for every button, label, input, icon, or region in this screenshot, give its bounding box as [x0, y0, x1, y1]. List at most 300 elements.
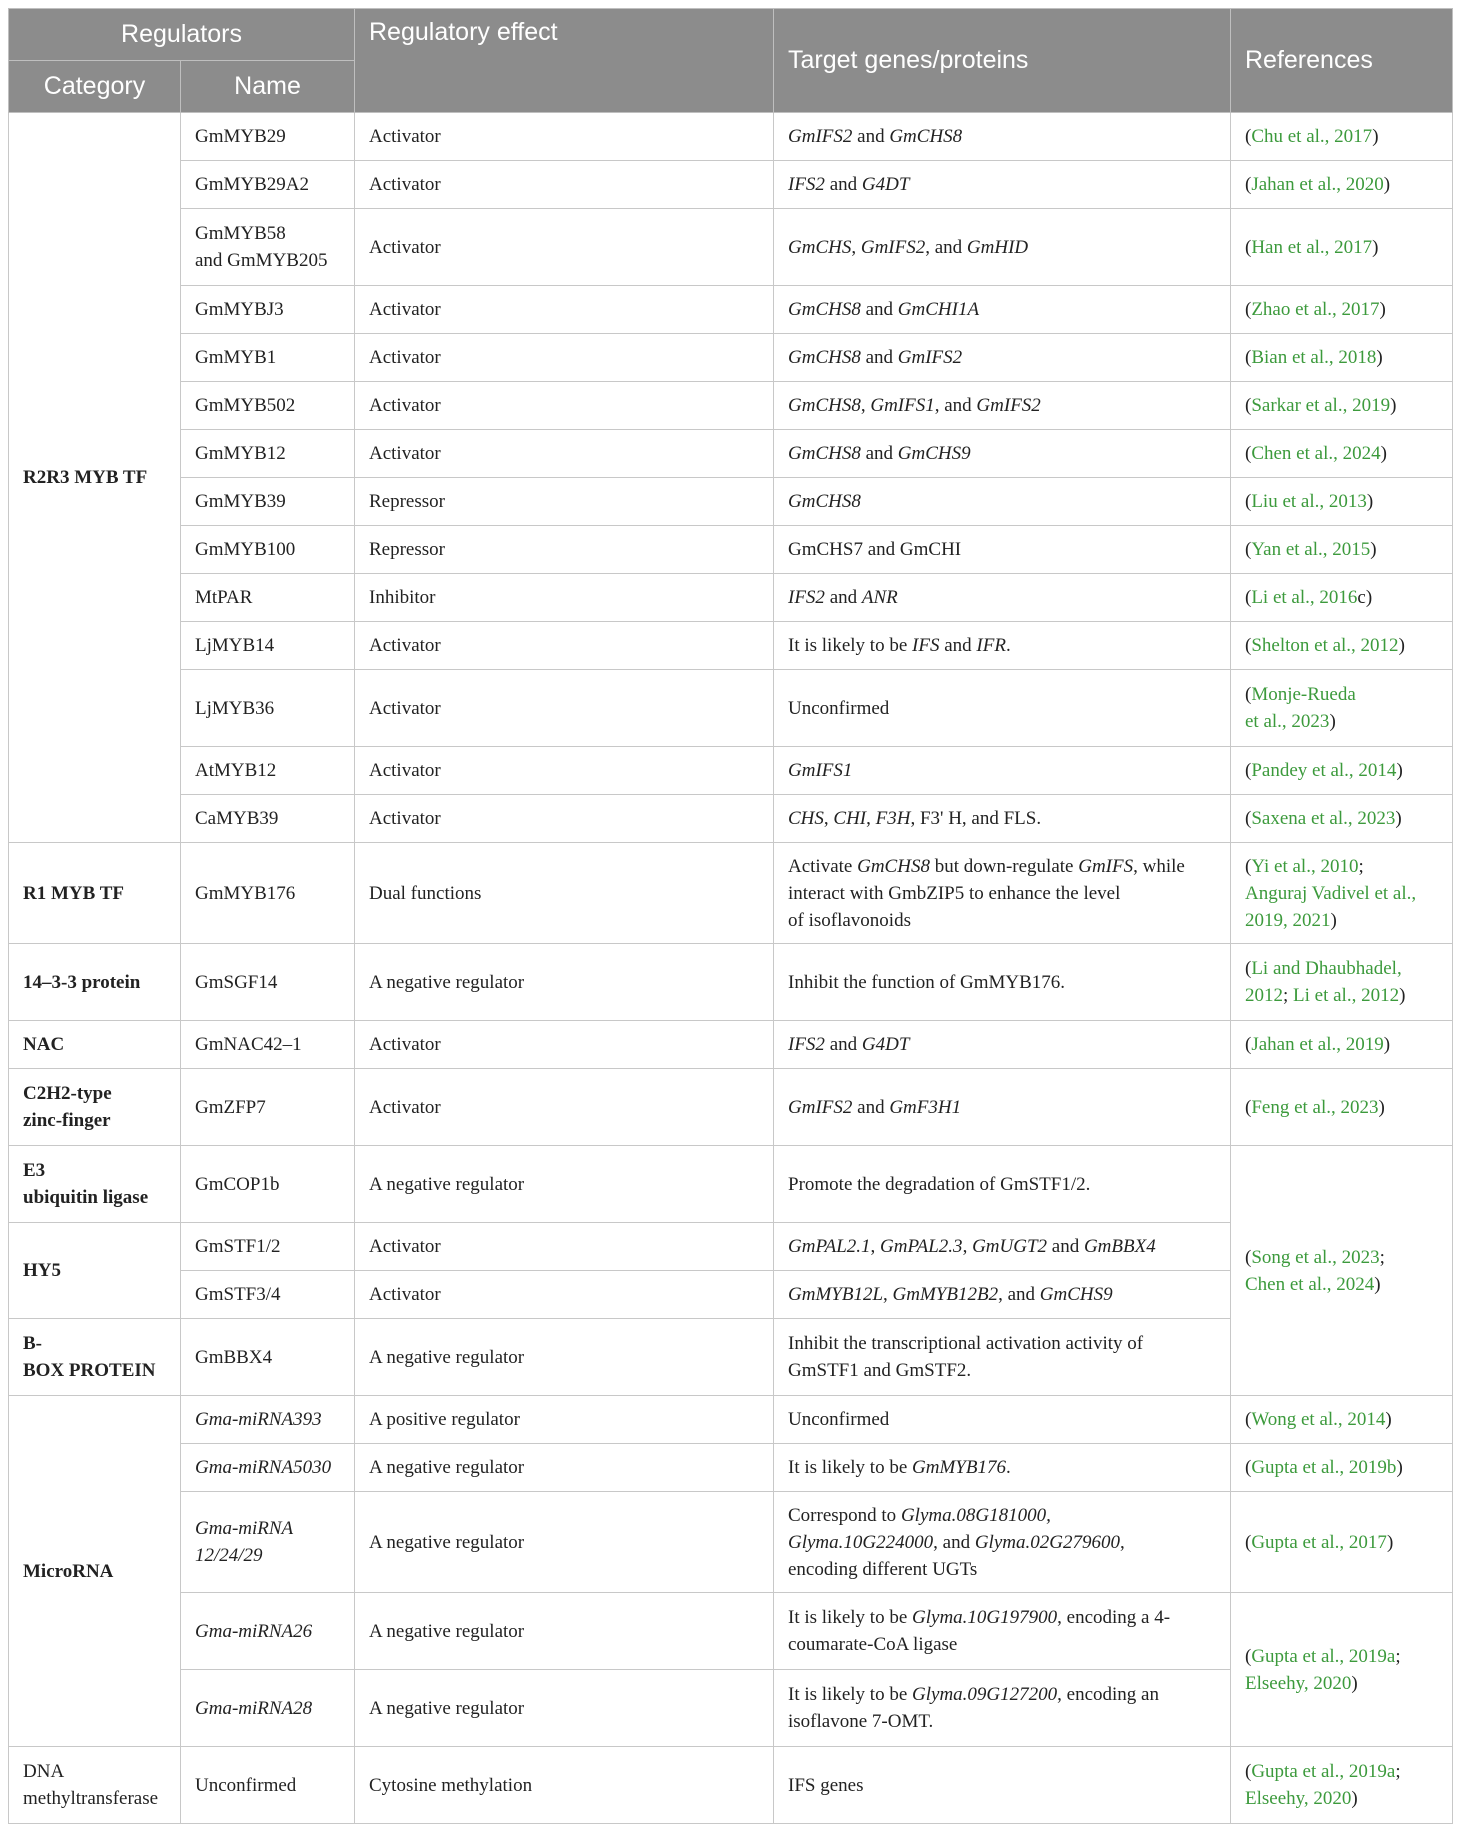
text-segment: (: [1245, 1034, 1252, 1055]
reference-cell: [1231, 286, 1453, 334]
target-genes-cell: [774, 478, 1231, 526]
regulator-name-cell: [181, 430, 355, 478]
reference-link[interactable]: 2012: [1245, 985, 1283, 1006]
category-label: ubiquitin ligase: [23, 1187, 149, 1208]
target-genes-cell: [774, 1396, 1231, 1444]
target-genes-cell: [774, 382, 1231, 430]
table-row: [9, 747, 1453, 795]
category-label: DNA: [23, 1761, 65, 1782]
reference-link[interactable]: Li and Dhaubhadel,: [1251, 958, 1402, 979]
category-label: C2H2-type: [23, 1083, 112, 1104]
regulator-name-cell: [181, 1271, 355, 1319]
text-segment: GmCHS8: [788, 299, 861, 320]
reference-link[interactable]: Chu et al., 2017: [1251, 126, 1373, 147]
text-segment: ,: [962, 1236, 973, 1257]
text-segment: , and: [998, 1284, 1040, 1305]
text-segment: .: [1005, 635, 1011, 656]
text-segment: CaMYB39: [195, 808, 279, 829]
table-body: [9, 113, 1453, 1824]
header-name: Name: [181, 61, 355, 113]
text-segment: and: [852, 126, 890, 147]
text-segment: ,: [883, 1284, 893, 1305]
text-segment: ): [1376, 347, 1383, 368]
table-row: [9, 1444, 1453, 1492]
text-segment: Unconfirmed: [195, 1774, 297, 1796]
regulatory-effect-cell: A negative regulator: [355, 1593, 774, 1670]
regulatory-effect-cell: Repressor: [355, 526, 774, 574]
text-segment: and: [1047, 1236, 1084, 1257]
header-references: References: [1231, 9, 1453, 113]
text-segment: and: [824, 1034, 862, 1055]
regulator-name-cell: [181, 161, 355, 209]
regulatory-effect-cell: Activator: [355, 430, 774, 478]
text-segment: GmMYB176: [195, 882, 296, 904]
text-segment: Unconfirmed: [788, 1409, 890, 1430]
text-segment: and: [824, 174, 862, 195]
text-segment: GmCHS: [788, 236, 852, 258]
text-segment: Glyma.08G181000,: [900, 1504, 1051, 1526]
reference-cell: [1231, 843, 1453, 944]
table-row: [9, 1747, 1453, 1824]
text-segment: and: [860, 443, 898, 464]
text-segment: GmMYB502: [195, 395, 296, 416]
reference-link[interactable]: Han et al., 2017: [1251, 236, 1373, 258]
text-segment: GmBBX4: [1083, 1236, 1156, 1257]
reference-cell: [1231, 795, 1453, 843]
text-segment: (: [1245, 174, 1252, 195]
table-row: [9, 286, 1453, 334]
regulator-name-cell: [181, 1593, 355, 1670]
table-row: [9, 430, 1453, 478]
text-segment: ;: [1395, 1761, 1401, 1782]
text-segment: , and: [934, 395, 977, 416]
text-segment: GmSTF3/4: [195, 1284, 281, 1305]
text-segment: ): [1380, 443, 1387, 464]
text-segment: GmMYB29A2: [195, 174, 310, 195]
category-label: B-: [23, 1333, 42, 1354]
reference-cell: [1231, 944, 1453, 1021]
reference-cell: [1231, 574, 1453, 622]
reference-link[interactable]: Bian et al., 2018: [1251, 347, 1377, 368]
table-row: [9, 478, 1453, 526]
text-segment: and GmMYB205: [195, 250, 328, 271]
text-segment: It is likely to be: [788, 1607, 913, 1628]
text-segment: encoding different UGTs: [788, 1558, 978, 1580]
reference-link[interactable]: Liu et al., 2013: [1251, 491, 1367, 512]
text-segment: GmBBX4: [195, 1346, 273, 1368]
reference-cell: [1231, 670, 1453, 747]
regulatory-effect-cell: A negative regulator: [355, 944, 774, 1021]
regulator-name-cell: [181, 670, 355, 747]
text-segment: (: [1245, 1246, 1252, 1268]
text-segment: It is likely to be: [788, 1684, 913, 1705]
reference-link[interactable]: Sarkar et al., 2019: [1251, 395, 1391, 416]
text-segment: GmSTF1/2: [195, 1236, 281, 1257]
regulator-name-cell: [181, 1492, 355, 1593]
reference-link[interactable]: Zhao et al., 2017: [1251, 299, 1380, 320]
text-segment: MtPAR: [195, 587, 253, 608]
regulator-name-cell: [181, 1319, 355, 1396]
text-segment: Unconfirmed: [788, 697, 890, 719]
reference-link[interactable]: Anguraj Vadivel et al.,: [1245, 882, 1417, 904]
reference-link[interactable]: Gupta et al., 2019a: [1251, 1761, 1396, 1782]
reference-link[interactable]: Shelton et al., 2012: [1251, 635, 1399, 656]
text-segment: ,: [860, 395, 871, 416]
target-genes-cell: [774, 1319, 1231, 1396]
category-label: methyltransferase: [23, 1788, 159, 1809]
target-genes-cell: [774, 574, 1231, 622]
regulator-name-cell: [181, 747, 355, 795]
text-segment: GmUGT2: [972, 1236, 1048, 1257]
text-segment: ): [1383, 174, 1391, 195]
text-segment: ): [1370, 539, 1377, 560]
table-row: [9, 1492, 1453, 1593]
text-segment: GmIFS2: [788, 126, 853, 147]
regulator-name-cell: [181, 209, 355, 286]
text-segment: GmSGF14: [195, 971, 278, 993]
category-cell: [9, 1396, 181, 1747]
text-segment: GmIFS2: [860, 236, 926, 258]
text-segment: (: [1245, 395, 1252, 416]
category-label: BOX PROTEIN: [23, 1360, 156, 1381]
reference-link[interactable]: Yan et al., 2015: [1251, 539, 1371, 560]
regulatory-effect-cell: Activator: [355, 1223, 774, 1271]
reference-cell: [1231, 1492, 1453, 1593]
reference-link[interactable]: Gupta et al., 2017: [1251, 1531, 1387, 1553]
reference-link[interactable]: Gupta et al., 2019b: [1251, 1457, 1397, 1478]
text-segment: ): [1366, 491, 1374, 512]
reference-cell: [1231, 382, 1453, 430]
regulator-name-cell: [181, 1747, 355, 1824]
reference-link[interactable]: Monje-Rueda: [1251, 684, 1356, 705]
text-segment: GmMYB12: [195, 443, 286, 464]
regulator-name-cell: [181, 843, 355, 944]
reference-cell: [1231, 526, 1453, 574]
reference-cell: [1231, 334, 1453, 382]
text-segment: ): [1379, 299, 1386, 320]
regulator-name-cell: [181, 113, 355, 161]
regulator-name-cell: [181, 526, 355, 574]
regulatory-effect-cell: A negative regulator: [355, 1444, 774, 1492]
reference-link[interactable]: Saxena et al., 2023: [1251, 808, 1396, 829]
text-segment: GmCHS8: [788, 443, 861, 464]
reference-cell: [1231, 1747, 1453, 1824]
reference-link[interactable]: 2019, 2021: [1245, 909, 1331, 931]
reference-link[interactable]: Elseehy, 2020: [1245, 1672, 1352, 1694]
reference-cell: [1231, 622, 1453, 670]
text-segment: ;: [1283, 985, 1294, 1006]
regulator-name-cell: [181, 1444, 355, 1492]
text-segment: Promote the degradation of GmSTF1/2.: [788, 1173, 1091, 1195]
text-segment: Inhibit the function of GmMYB176.: [788, 971, 1066, 993]
reference-cell: [1231, 113, 1453, 161]
table-row: [9, 1593, 1453, 1670]
regulatory-effect-cell: Activator: [355, 670, 774, 747]
text-segment: Gma-miRNA393: [195, 1409, 322, 1430]
text-segment: Glyma.10G224000: [788, 1531, 934, 1553]
text-segment: GmCOP1b: [195, 1173, 280, 1195]
target-genes-cell: [774, 1021, 1231, 1069]
text-segment: , encoding an: [1057, 1684, 1159, 1705]
text-segment: , and: [925, 236, 967, 258]
text-segment: LjMYB14: [195, 635, 275, 656]
header-category: Category: [9, 61, 181, 113]
text-segment: F3H: [875, 808, 911, 829]
regulator-name-cell: [181, 1069, 355, 1146]
text-segment: IFS2: [788, 587, 825, 608]
text-segment: GmZFP7: [195, 1096, 266, 1118]
regulator-name-cell: [181, 1021, 355, 1069]
text-segment: Inhibit the transcriptional activation activity of: [788, 1333, 1144, 1354]
text-segment: Glyma.09G127200: [912, 1684, 1058, 1705]
reference-cell: [1231, 1021, 1453, 1069]
text-segment: GmIFS1: [788, 760, 853, 781]
regulatory-effect-cell: A negative regulator: [355, 1670, 774, 1747]
category-cell: [9, 1146, 181, 1223]
text-segment: , F3' H, and FLS.: [910, 808, 1042, 829]
regulatory-effect-cell: Activator: [355, 286, 774, 334]
text-segment: .: [1005, 1457, 1011, 1478]
reference-link[interactable]: Song et al., 2023: [1251, 1246, 1380, 1268]
reference-link[interactable]: Elseehy, 2020: [1245, 1788, 1352, 1809]
text-segment: GmPAL2.1: [788, 1236, 871, 1257]
regulator-name-cell: [181, 286, 355, 334]
text-segment: ): [1395, 808, 1402, 829]
regulatory-effect-cell: Activator: [355, 1069, 774, 1146]
text-segment: ,: [870, 1236, 881, 1257]
regulatory-effect-cell: Activator: [355, 1271, 774, 1319]
text-segment: Gma-miRNA5030: [195, 1457, 332, 1478]
regulator-name-cell: [181, 944, 355, 1021]
text-segment: Activate: [788, 855, 858, 877]
table-row: [9, 843, 1453, 944]
text-segment: GmSTF1 and GmSTF2.: [788, 1360, 972, 1381]
text-segment: ): [1372, 236, 1379, 258]
text-segment: IFS: [912, 635, 940, 656]
regulatory-effect-cell: Activator: [355, 161, 774, 209]
reference-link[interactable]: Feng et al., 2023: [1251, 1096, 1379, 1118]
table-header: [9, 9, 1453, 113]
text-segment: GmIFS2: [897, 347, 963, 368]
category-label: 14–3-3 protein: [23, 971, 141, 993]
text-segment: (: [1245, 236, 1252, 258]
text-segment: GmNAC42–1: [195, 1034, 302, 1055]
regulatory-effect-cell: Cytosine methylation: [355, 1747, 774, 1824]
regulators-table: [8, 8, 1453, 1824]
text-segment: LjMYB36: [195, 697, 275, 719]
reference-cell: [1231, 209, 1453, 286]
text-segment: Glyma.10G197900: [912, 1607, 1058, 1628]
reference-link[interactable]: Jahan et al., 2020: [1251, 174, 1384, 195]
reference-link[interactable]: Li et al., 2012: [1293, 985, 1400, 1006]
regulator-name-cell: [181, 382, 355, 430]
text-segment: ): [1399, 985, 1406, 1006]
text-segment: (: [1245, 1096, 1252, 1118]
text-segment: (: [1245, 491, 1252, 512]
target-genes-cell: [774, 430, 1231, 478]
regulatory-effect-cell: Activator: [355, 382, 774, 430]
text-segment: (: [1245, 1457, 1252, 1478]
text-segment: It is likely to be: [788, 1457, 913, 1478]
target-genes-cell: [774, 944, 1231, 1021]
regulatory-effect-cell: Inhibitor: [355, 574, 774, 622]
text-segment: GmIFS1: [870, 395, 935, 416]
regulatory-effect-cell: Repressor: [355, 478, 774, 526]
reference-link[interactable]: Chen et al., 2024: [1245, 1273, 1375, 1295]
text-segment: ): [1372, 126, 1379, 147]
text-segment: and: [860, 299, 898, 320]
text-segment: (: [1245, 587, 1252, 608]
category-cell: [9, 1319, 181, 1396]
reference-cell: [1231, 747, 1453, 795]
reference-link[interactable]: Jahan et al., 2019: [1251, 1034, 1384, 1055]
text-segment: AtMYB12: [195, 760, 277, 781]
text-segment: IFS2: [788, 174, 825, 195]
text-segment: ): [1396, 1457, 1403, 1478]
text-segment: ): [1398, 635, 1405, 656]
target-genes-cell: [774, 1670, 1231, 1747]
text-segment: and: [860, 347, 898, 368]
text-segment: CHI: [833, 808, 867, 829]
text-segment: ,: [823, 808, 834, 829]
reference-link[interactable]: Li et al., 2016: [1251, 587, 1358, 608]
reference-cell: [1231, 1593, 1453, 1747]
text-segment: and: [824, 587, 862, 608]
text-segment: GmMYB39: [195, 491, 286, 512]
text-segment: of isoflavonoids: [788, 909, 911, 931]
text-segment: , encoding a 4-: [1057, 1607, 1171, 1628]
reference-cell: [1231, 1146, 1453, 1396]
text-segment: c): [1357, 587, 1373, 608]
reference-link[interactable]: Wong et al., 2014: [1251, 1409, 1386, 1430]
target-genes-cell: [774, 747, 1231, 795]
text-segment: GmIFS2: [788, 1096, 853, 1118]
target-genes-cell: [774, 795, 1231, 843]
text-segment: GmMYB58: [195, 223, 286, 244]
text-segment: G4DT: [861, 1034, 910, 1055]
table-row: [9, 1069, 1453, 1146]
target-genes-cell: [774, 1146, 1231, 1223]
text-segment: GmCHS8: [788, 395, 861, 416]
text-segment: Gma-miRNA28: [195, 1697, 313, 1719]
header-target-genes: Target genes/proteins: [774, 9, 1231, 113]
category-cell: [9, 1747, 181, 1824]
text-segment: (: [1245, 299, 1252, 320]
regulatory-effect-cell: Activator: [355, 334, 774, 382]
reference-cell: [1231, 430, 1453, 478]
text-segment: GmMYB1: [195, 347, 277, 368]
text-segment: and: [852, 1096, 890, 1118]
text-segment: (: [1245, 855, 1252, 877]
text-segment: IFS2: [788, 1034, 825, 1055]
table-row: [9, 622, 1453, 670]
text-segment: , and: [933, 1531, 975, 1553]
table-row: [9, 1021, 1453, 1069]
category-label: R2R3 MYB TF: [23, 467, 148, 488]
text-segment: isoflavone 7-OMT.: [788, 1711, 934, 1732]
table-row: [9, 382, 1453, 430]
text-segment: GmMYBJ3: [195, 299, 284, 320]
text-segment: ): [1378, 1096, 1385, 1118]
category-label: HY5: [23, 1260, 61, 1281]
regulatory-effect-cell: A positive regulator: [355, 1396, 774, 1444]
text-segment: (: [1245, 347, 1252, 368]
text-segment: 12/24/29: [195, 1545, 263, 1566]
category-label: E3: [23, 1160, 46, 1181]
text-segment: ANR: [861, 587, 898, 608]
category-cell: [9, 1021, 181, 1069]
table-row: [9, 161, 1453, 209]
regulatory-effect-cell: Activator: [355, 795, 774, 843]
target-genes-cell: [774, 1593, 1231, 1670]
table-row: [9, 795, 1453, 843]
category-cell: [9, 843, 181, 944]
text-segment: and: [939, 635, 977, 656]
target-genes-cell: [774, 113, 1231, 161]
target-genes-cell: [774, 670, 1231, 747]
header-regulators: Regulators: [9, 9, 355, 61]
text-segment: ): [1374, 1273, 1381, 1295]
category-label: NAC: [23, 1034, 65, 1055]
target-genes-cell: [774, 1492, 1231, 1593]
reference-link[interactable]: et al., 2023: [1245, 711, 1330, 732]
reference-cell: [1231, 1444, 1453, 1492]
text-segment: Glyma.02G279600: [974, 1531, 1120, 1553]
text-segment: GmIFS2: [976, 395, 1041, 416]
text-segment: G4DT: [861, 174, 910, 195]
text-segment: (: [1245, 1761, 1252, 1782]
text-segment: (: [1245, 1645, 1252, 1667]
text-segment: GmMYB12B2: [892, 1284, 999, 1305]
reference-link[interactable]: Gupta et al., 2019a: [1251, 1645, 1396, 1667]
text-segment: GmCHS8: [889, 126, 963, 147]
table-row: [9, 113, 1453, 161]
reference-link[interactable]: Chen et al., 2024: [1251, 443, 1381, 464]
regulator-name-cell: [181, 1396, 355, 1444]
regulatory-effect-cell: A negative regulator: [355, 1146, 774, 1223]
reference-link[interactable]: Yi et al., 2010: [1251, 855, 1359, 877]
target-genes-cell: [774, 286, 1231, 334]
table-row: [9, 1146, 1453, 1223]
target-genes-cell: [774, 161, 1231, 209]
reference-cell: [1231, 161, 1453, 209]
text-segment: GmMYB29: [195, 126, 286, 147]
text-segment: GmF3H1: [889, 1096, 962, 1118]
text-segment: It is likely to be: [788, 635, 913, 656]
text-segment: ,: [1119, 1531, 1125, 1553]
text-segment: IFR: [976, 635, 1006, 656]
target-genes-cell: [774, 1444, 1231, 1492]
text-segment: GmCHS8: [857, 855, 930, 877]
reference-cell: [1231, 1069, 1453, 1146]
text-segment: ): [1383, 1034, 1391, 1055]
target-genes-cell: [774, 1069, 1231, 1146]
reference-cell: [1231, 1396, 1453, 1444]
text-segment: (: [1245, 684, 1252, 705]
text-segment: GmMYB176: [912, 1457, 1006, 1478]
text-segment: GmHID: [966, 236, 1029, 258]
target-genes-cell: [774, 622, 1231, 670]
text-segment: ;: [1379, 1246, 1385, 1268]
target-genes-cell: [774, 1747, 1231, 1824]
text-segment: ): [1351, 1672, 1358, 1694]
text-segment: GmMYB12L: [788, 1284, 884, 1305]
text-segment: GmCHS9: [897, 443, 971, 464]
text-segment: ): [1385, 1409, 1392, 1430]
reference-link[interactable]: Pandey et al., 2014: [1251, 760, 1397, 781]
text-segment: ;: [1395, 1645, 1401, 1667]
text-segment: GmCHI1A: [897, 299, 980, 320]
